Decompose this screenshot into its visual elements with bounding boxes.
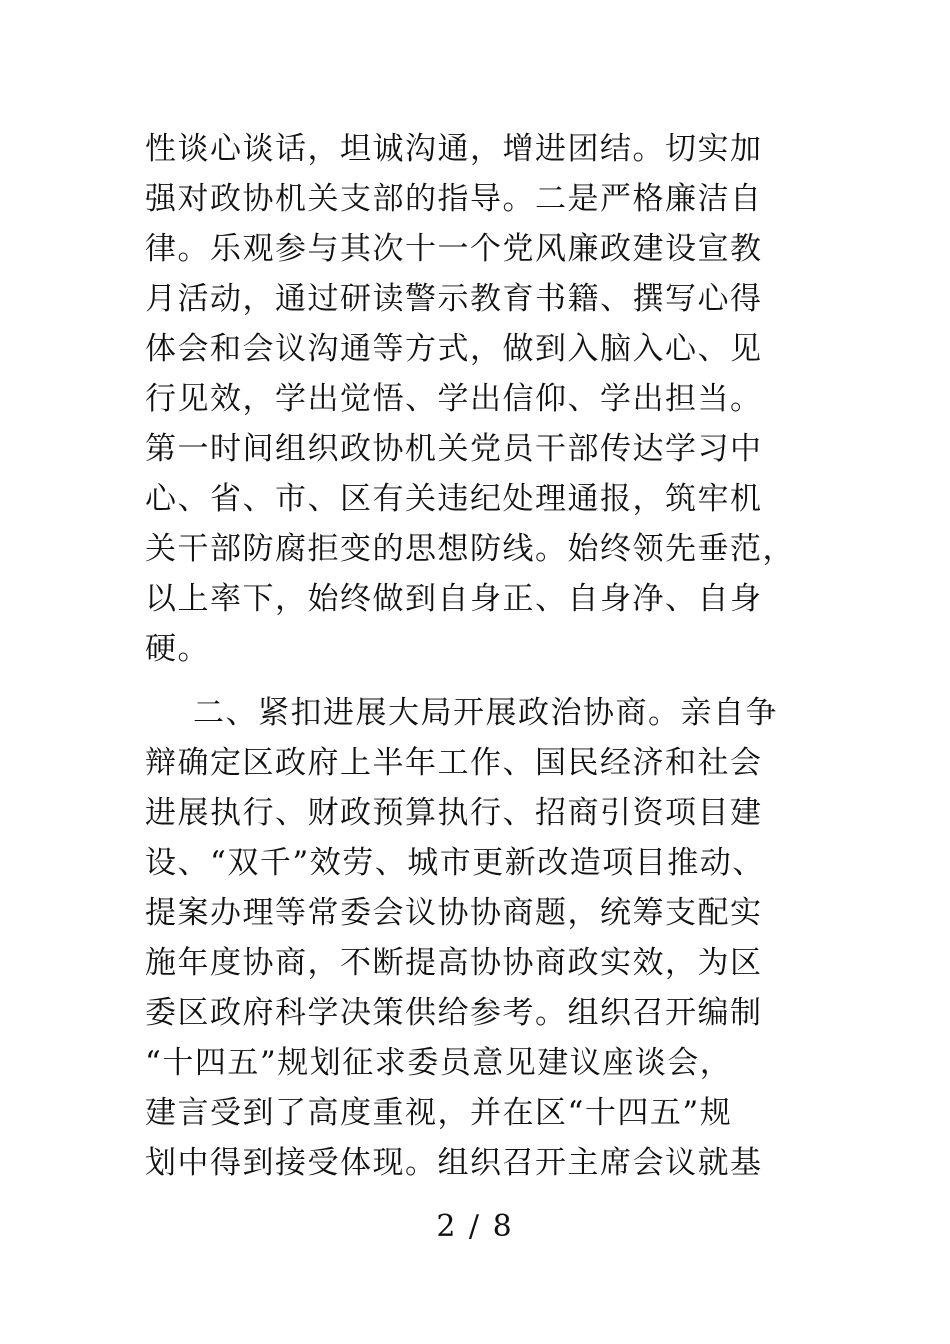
body-text (145, 124, 835, 1188)
text-line: 行见效，学出觉悟、学出信仰、学出担当。 (145, 381, 763, 417)
page-number: 2 / 8 (436, 1209, 514, 1244)
paragraph-2 (145, 688, 835, 1188)
text-line: 设、“双千”效劳、城市更新改造项目推动、 (145, 845, 765, 881)
text-line: 性谈心谈话，坦诚沟通，增进团结。切实加 (145, 131, 763, 167)
text-line: 硬。 (145, 631, 210, 667)
text-line: 以上率下，始终做到自身正、自身净、自身 (145, 581, 763, 617)
text-line: 关干部防腐拒变的思想防线。始终领先垂范， (145, 531, 795, 567)
text-line: 施年度协商，不断提高协协商政实效，为区 (145, 945, 763, 981)
text-line: 建言受到了高度重视，并在区“十四五”规 (145, 1095, 733, 1131)
text-line: 划中得到接受体现。组织召开主席会议就基 (145, 1145, 763, 1181)
text-line: 月活动，通过研读警示教育书籍、撰写心得 (145, 281, 763, 317)
text-line: 心、省、市、区有关违纪处理通报，筑牢机 (145, 481, 763, 517)
text-line: 体会和会议沟通等方式，做到入脑入心、见 (145, 331, 763, 367)
text-line: 第一时间组织政协机关党员干部传达学习中 (145, 431, 763, 467)
text-line: 辩确定区政府上半年工作、国民经济和社会 (145, 745, 763, 781)
text-line: 提案办理等常委会议协协商题，统筹支配实 (145, 895, 763, 931)
paragraph-gap (145, 674, 835, 688)
text-line: “十四五”规划征求委员意见建议座谈会， (145, 1045, 733, 1081)
text-line: 委区政府科学决策供给参考。组织召开编制 (145, 995, 763, 1031)
text-line: 进展执行、财政预算执行、招商引资项目建 (145, 795, 763, 831)
text-line: 强对政协机关支部的指导。二是严格廉洁自 (145, 181, 763, 217)
paragraph-1 (145, 124, 835, 674)
text-line: 律。乐观参与其次十一个党风廉政建设宣教 (145, 231, 763, 267)
text-line: 二、紧扣进展大局开展政治协商。亲自争 (193, 695, 778, 731)
